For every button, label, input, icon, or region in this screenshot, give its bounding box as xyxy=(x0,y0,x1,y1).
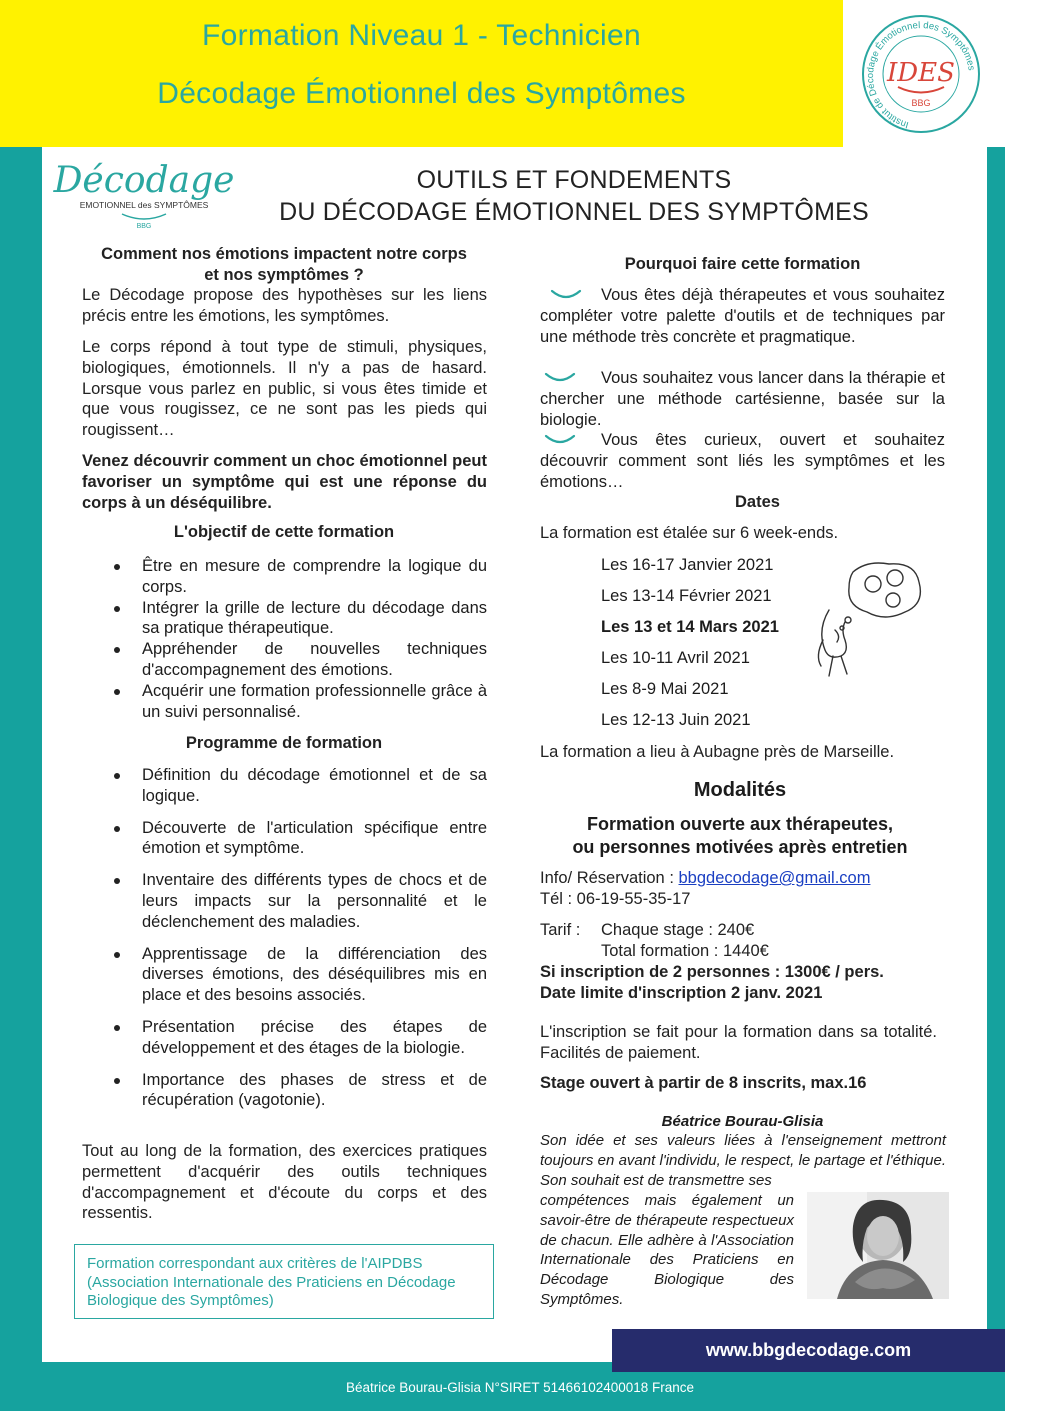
tarif-label: Tarif : xyxy=(540,921,581,939)
dates-intro: La formation est étalée sur 6 week-ends. xyxy=(540,524,839,542)
reason-item-2: Vous souhaitez vous lancer dans la thérapie et chercher une méthode cartésienne, basée sur la biologie. xyxy=(540,369,945,429)
bio-text-full: Son idée et ses valeurs liées à l'enseignement mettront toujours en avant l'individu, le respect, le partage et l'éthique. Son souhait est de transmettre ses xyxy=(540,1132,946,1189)
tel-line: Tél : 06-19-55-35-17 xyxy=(540,890,691,908)
ides-ring-text: Institut de Décodage Émotionnel des Symptômes xyxy=(865,19,977,131)
list-item: Intégrer la grille de lecture du décodage dans sa pratique thérapeutique. xyxy=(82,598,487,640)
modalites-heading: Modalités xyxy=(693,779,787,801)
pourquoi-heading: Pourquoi faire cette formation xyxy=(624,255,861,273)
main-title-line-1: OUTILS ET FONDEMENTS xyxy=(416,166,732,194)
list-item: Présentation précise des étapes de développement et des étages de la biologie. xyxy=(82,1017,487,1059)
ides-logo-sub: BBG xyxy=(911,98,931,108)
intro-heading-line-1: Comment nos émotions impactent notre corps xyxy=(101,245,467,263)
reason-item-1: Vous êtes déjà thérapeutes et vous souhaitez compléter votre palette d'outils et de techniques par une méthode très concrète et pragmatique. xyxy=(540,286,945,346)
lieu-text: La formation a lieu à Aubagne près de Marseille. xyxy=(540,743,895,761)
decodage-logo-mark: BBG xyxy=(136,223,152,230)
bullet-dot xyxy=(114,826,120,832)
modalites-subheading xyxy=(540,813,940,859)
list-item: Importance des phases de stress et de récupération (vagotonie). xyxy=(82,1070,487,1112)
ides-logo-text: IDES xyxy=(887,58,955,88)
info-label: Info/ Réservation : xyxy=(540,869,679,887)
date-item: Les 16-17 Janvier 2021 xyxy=(601,556,774,574)
date-item: Les 13-14 Février 2021 xyxy=(601,587,772,605)
date-item: Les 13 et 14 Mars 2021 xyxy=(601,618,779,636)
bio-name: Béatrice Bourau-Glisia xyxy=(661,1113,824,1130)
list-item: Apprentissage de la différenciation des diverses émotions, des déséquilibres mis en place et des besoins associés. xyxy=(82,944,487,1006)
email-link[interactable]: bbgdecodage@gmail.com xyxy=(678,869,871,887)
modalites-sub-line-1: Formation ouverte aux thérapeutes, xyxy=(586,814,894,834)
list-item: Être en mesure de comprendre la logique du corps. xyxy=(82,556,487,598)
ides-logo xyxy=(856,14,986,134)
aipdbs-box: Formation correspondant aux critères de l'AIPDBS (Association Internationale des Praticiens en Décodage Biologique des Symptômes) xyxy=(74,1244,494,1319)
decodage-logo-text: Décodage xyxy=(53,160,235,201)
intro-heading-line-2: et nos symptômes ? xyxy=(204,265,364,284)
website-link[interactable]: www.bbgdecodage.com xyxy=(705,1340,912,1360)
thinking-person-illustration xyxy=(815,560,925,690)
objectif-heading: L'objectif de cette formation xyxy=(173,523,395,541)
decodage-logo xyxy=(53,156,235,232)
decodage-logo-sub: EMOTIONNEL des SYMPTÔMES xyxy=(79,200,209,210)
intro-paragraph-2: Le corps répond à tout type de stimuli, physiques, biologiques, émotionnels. Il n'y a pas de hasard. Lorsque vous parlez en public, si vous êtes timide et que vous rougissez, ce ne sont pas les pieds qui rougissent… xyxy=(82,338,487,440)
date-item: Les 10-11 Avril 2021 xyxy=(601,649,750,667)
list-item: Acquérir une formation professionnelle grâce à un suivi personnalisé. xyxy=(82,681,487,723)
bullet-dot xyxy=(114,952,120,958)
date-item: Les 12-13 Juin 2021 xyxy=(601,711,751,729)
bullet-dot xyxy=(114,689,120,695)
programme-list xyxy=(82,765,487,1122)
list-item: Découverte de l'articulation spécifique entre émotion et symptôme. xyxy=(82,818,487,860)
stage-ouvert: Stage ouvert à partir de 8 inscrits, max.16 xyxy=(540,1074,867,1092)
inscription-text: L'inscription se fait pour la formation dans sa totalité. Facilités de paiement. xyxy=(540,1023,937,1062)
list-item: Définition du décodage émotionnel et de sa logique. xyxy=(82,765,487,807)
bullet-dot xyxy=(114,1025,120,1031)
reason-item-3: Vous êtes curieux, ouvert et souhaitez découvrir comment sont liés les symptômes et les émotions… xyxy=(540,431,945,491)
intro-bold-paragraph: Venez découvrir comment un choc émotionnel peut favoriser un symptôme qui est une réponse du corps à un déséquilibre. xyxy=(82,452,487,512)
bullet-dot xyxy=(114,878,120,884)
tarif-total: Total formation : 1440€ xyxy=(601,942,769,960)
programme-heading: Programme de formation xyxy=(185,734,383,752)
closing-paragraph: Tout au long de la formation, des exercices pratiques permettent d'acquérir des outils techniques d'accompagnement et d'écoute du corps et des ressentis. xyxy=(82,1142,487,1223)
bullet-dot xyxy=(114,564,120,570)
date-limite: Date limite d'inscription 2 janv. 2021 xyxy=(540,984,823,1002)
header-title-line-1: Formation Niveau 1 - Technicien xyxy=(202,19,641,52)
portrait-photo xyxy=(807,1192,949,1299)
main-title-line-2: DU DÉCODAGE ÉMOTIONNEL DES SYMPTÔMES xyxy=(279,198,869,226)
tarif-duo: Si inscription de 2 personnes : 1300€ / pers. xyxy=(540,963,884,981)
dates-heading: Dates xyxy=(735,493,780,511)
objectif-list xyxy=(82,556,487,722)
dates-list xyxy=(601,550,821,736)
tarif-stage: Chaque stage : 240€ xyxy=(601,921,755,939)
bullet-dot xyxy=(114,606,120,612)
bullet-dot xyxy=(114,773,120,779)
bio-text-narrow: compétences mais également un savoir-être de thérapeute respectueux de chacun. Elle adhère à l'Association Internationale des Praticiens en Décodage Biologique des Symptômes. xyxy=(540,1192,794,1308)
footer-text: Béatrice Bourau-Glisia N°SIRET 51466102400018 France xyxy=(345,1380,695,1395)
bullet-dot xyxy=(114,1078,120,1084)
intro-paragraph-1: Le Décodage propose des hypothèses sur les liens précis entre les émotions, les symptômes. xyxy=(82,286,487,325)
modalites-sub-line-2: ou personnes motivées après entretien xyxy=(572,837,908,857)
header-title-line-2: Décodage Émotionnel des Symptômes xyxy=(157,77,686,110)
date-item: Les 8-9 Mai 2021 xyxy=(601,680,729,698)
list-item: Appréhender de nouvelles techniques d'accompagnement des émotions. xyxy=(82,639,487,681)
info-line xyxy=(540,868,960,889)
intro-heading xyxy=(74,244,494,285)
list-item: Inventaire des différents types de chocs et de leurs impacts sur la personnalité et le déclenchement des maladies. xyxy=(82,870,487,932)
bullet-dot xyxy=(114,647,120,653)
